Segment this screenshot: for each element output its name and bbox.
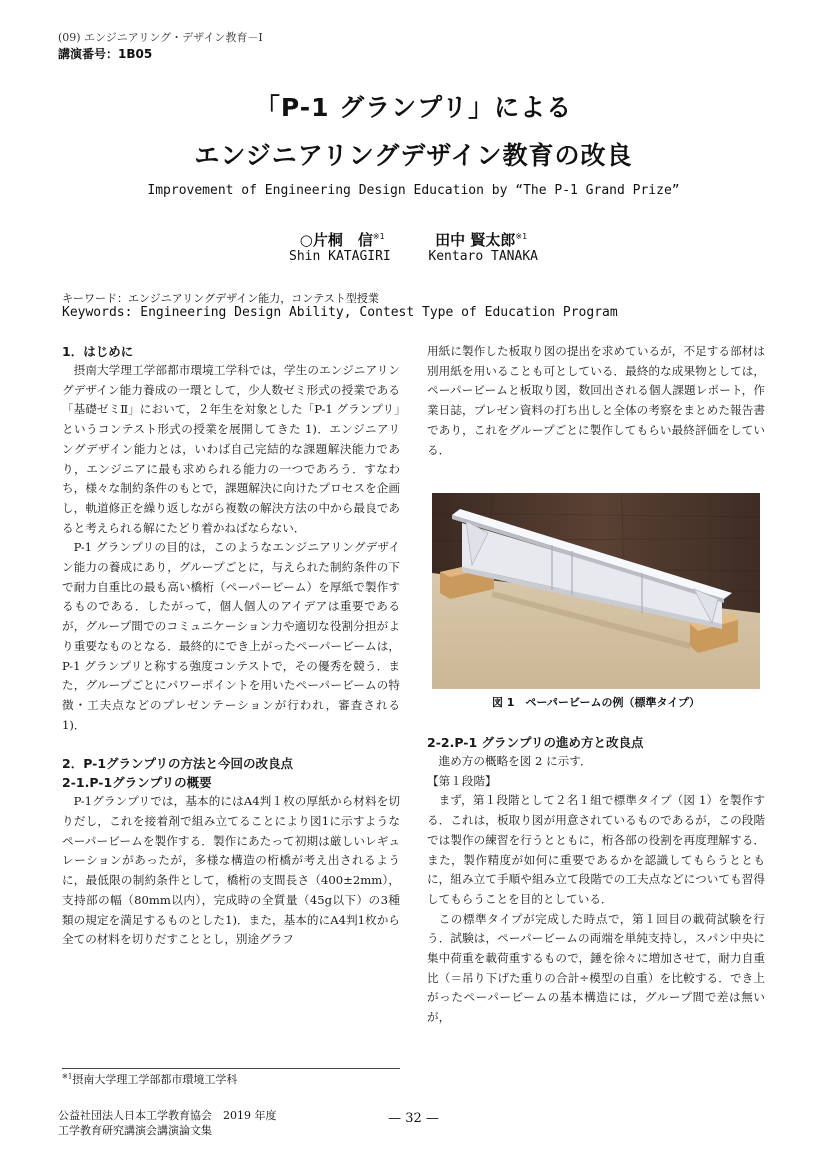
section2-heading: 2．P-1グランプリの方法と今回の改良点 <box>62 756 294 772</box>
footer-proceedings: 工学教育研究講演会講演論文集 <box>58 1124 212 1137</box>
author2-name-en: Kentaro TANAKA <box>428 249 538 264</box>
author2-affil-mark: ※1 <box>515 232 528 241</box>
section2-2-intro: 進め方の概略を図 2 に示す． <box>438 754 592 768</box>
right-continuation-paragraph: 用紙に製作した板取り図の提出を求めているが，不足する部材は別用紙を用いることも可としている．最終的な成果物としては，ペーパービームと板取り図，数回出される個人課題レポート，作業日誌，プレゼン資料の打ち出しと全体の考察をまとめた報告書であり，これをグループごとに製作してもらい最終評価をしている． <box>427 344 765 457</box>
section2-2-heading: 2-2.P-1 グランプリの進め方と改良点 <box>427 735 644 750</box>
series-label: (09) エンジニアリング・デザイン教育－Ⅰ <box>58 31 263 44</box>
paper-title-line2: エンジニアリングデザイン教育の改良 <box>194 141 633 170</box>
authors-en <box>0 249 827 264</box>
section2-1-heading: 2-1.P-1グランプリの概要 <box>62 775 212 791</box>
lecture-number: 講演番号：1B05 <box>58 47 153 61</box>
section1-paragraph2: P-1 グランプリの目的は，このようなエンジニアリングデザイン能力の養成にあり，グループごとに，与えられた制約条件の下で耐力自重比の最も高い橋桁（ペーパービーム）を厚紙で製作するものである．したがって，個人個人のアイデアは重要であるが，グループ間でのコミュニケーション力や適切な役割分担がより重要なものとなる．最終的にでき上がったペーパービームは，P-1 グランプリと称する強度コンテストで，その優秀を競う．また，グループごとにパワーポイントを用いたペーパービームの特徴・工夫点などのプレゼンテーションが行われ，審査される 1)． <box>62 540 400 732</box>
section1-heading: 1．はじめに <box>62 344 134 359</box>
figure1-caption: 図 1 ペーパービームの例（標準タイプ） <box>491 696 701 709</box>
footnote-rule <box>62 1068 400 1069</box>
authors-ja <box>0 229 827 250</box>
footnote <box>62 1071 237 1087</box>
english-title: Improvement of Engineering Design Education by “The P-1 Grand Prize” <box>147 183 680 198</box>
paper-beam-illustration <box>432 493 760 689</box>
right-column-bottom <box>427 733 765 1028</box>
left-column <box>62 342 400 950</box>
right-column-top <box>427 342 765 460</box>
paper-beam-photo <box>432 493 760 689</box>
section1-paragraph1: 摂南大学理工学部都市環境工学科では，学生のエンジニアリングデザイン能力養成の一環として，少人数ゼミ形式の授業である「基礎ゼミⅡ」において，２年生を対象とした「P-1 グランプリ」というコンテスト形式の授業を展開してきた 1)．エンジニアリングデザイン能力とは，いわば自己完結的な課題解決能力であり，エンジニアに最も求められる能力の一つであろう．すなわち，様々な制約条件のもとで，課題解決に向けたプロセスを企画し，軌道修正を繰り返しながら複数の解決方法の中から最良であると考えられる解にたどり着かねばならない． <box>62 363 400 535</box>
keywords-en: Keywords: Engineering Design Ability, Contest Type of Education Program <box>62 305 618 320</box>
page-number: — 32 — <box>388 1111 439 1126</box>
section2-1-paragraph: P-1グランプリでは，基本的にはA4判１枚の厚紙から材料を切りだし，これを接着剤で組み立てることにより図1に示すようなペーパービームを製作する．製作にあたって初期は厳しいレギュレーションがあったが，多様な構造の桁橋が考え出されるように，最低限の制約条件として，橋桁の支間長さ（400±2mm），支持部の幅（80mm以内），完成時の全質量（45g以下）の3種類の規定を満足するものとした1)．また，基本的にA4判1枚から全ての材料を切りだすこととし，別途グラフ <box>62 794 400 947</box>
author1-affil-mark: ※1 <box>372 232 385 241</box>
keywords-ja: キーワード：エンジニアリングデザイン能力，コンテスト型授業 <box>62 292 379 305</box>
stage1-paragraph2: この標準タイプが完成した時点で，第１回目の載荷試験を行う．試験は，ペーパービームの両端を単純支持し，スパン中央に集中荷重を載荷重するもので，錘を徐々に増加させて，耐力自重比（＝吊り下げた重りの合計÷模型の自重）を比較する．でき上がったペーパービームの基本構造には，グループ間で差は無いが， <box>427 911 765 1025</box>
paper-title-line1: 「P-1 グランプリ」による <box>254 93 573 122</box>
author2-name: 田中 賢太郎 <box>435 231 516 249</box>
author1-name: ○片桐 信 <box>299 231 373 249</box>
stage1-label: 【第１段階】 <box>427 773 497 788</box>
footnote-text: 摂南大学理工学部都市環境工学科 <box>72 1073 238 1086</box>
footer-organization: 公益社団法人日本工学教育協会 2019 年度 <box>58 1109 277 1122</box>
footnote-mark: ※1 <box>62 1072 73 1081</box>
stage1-paragraph1: まず，第１段階として２名１組で標準タイプ（図 1）を製作する．これは，板取り図が用意されているものであるが，この段階では製作の練習を行うとともに，桁各部の役割を再度理解する．また，製作精度が如何に重要であるかを認識してもらうとともに，組み立て手順や組み立て段階での工夫点などについても習得してもらうことを目的としている． <box>427 793 765 906</box>
author1-name-en: Shin KATAGIRI <box>289 249 391 264</box>
